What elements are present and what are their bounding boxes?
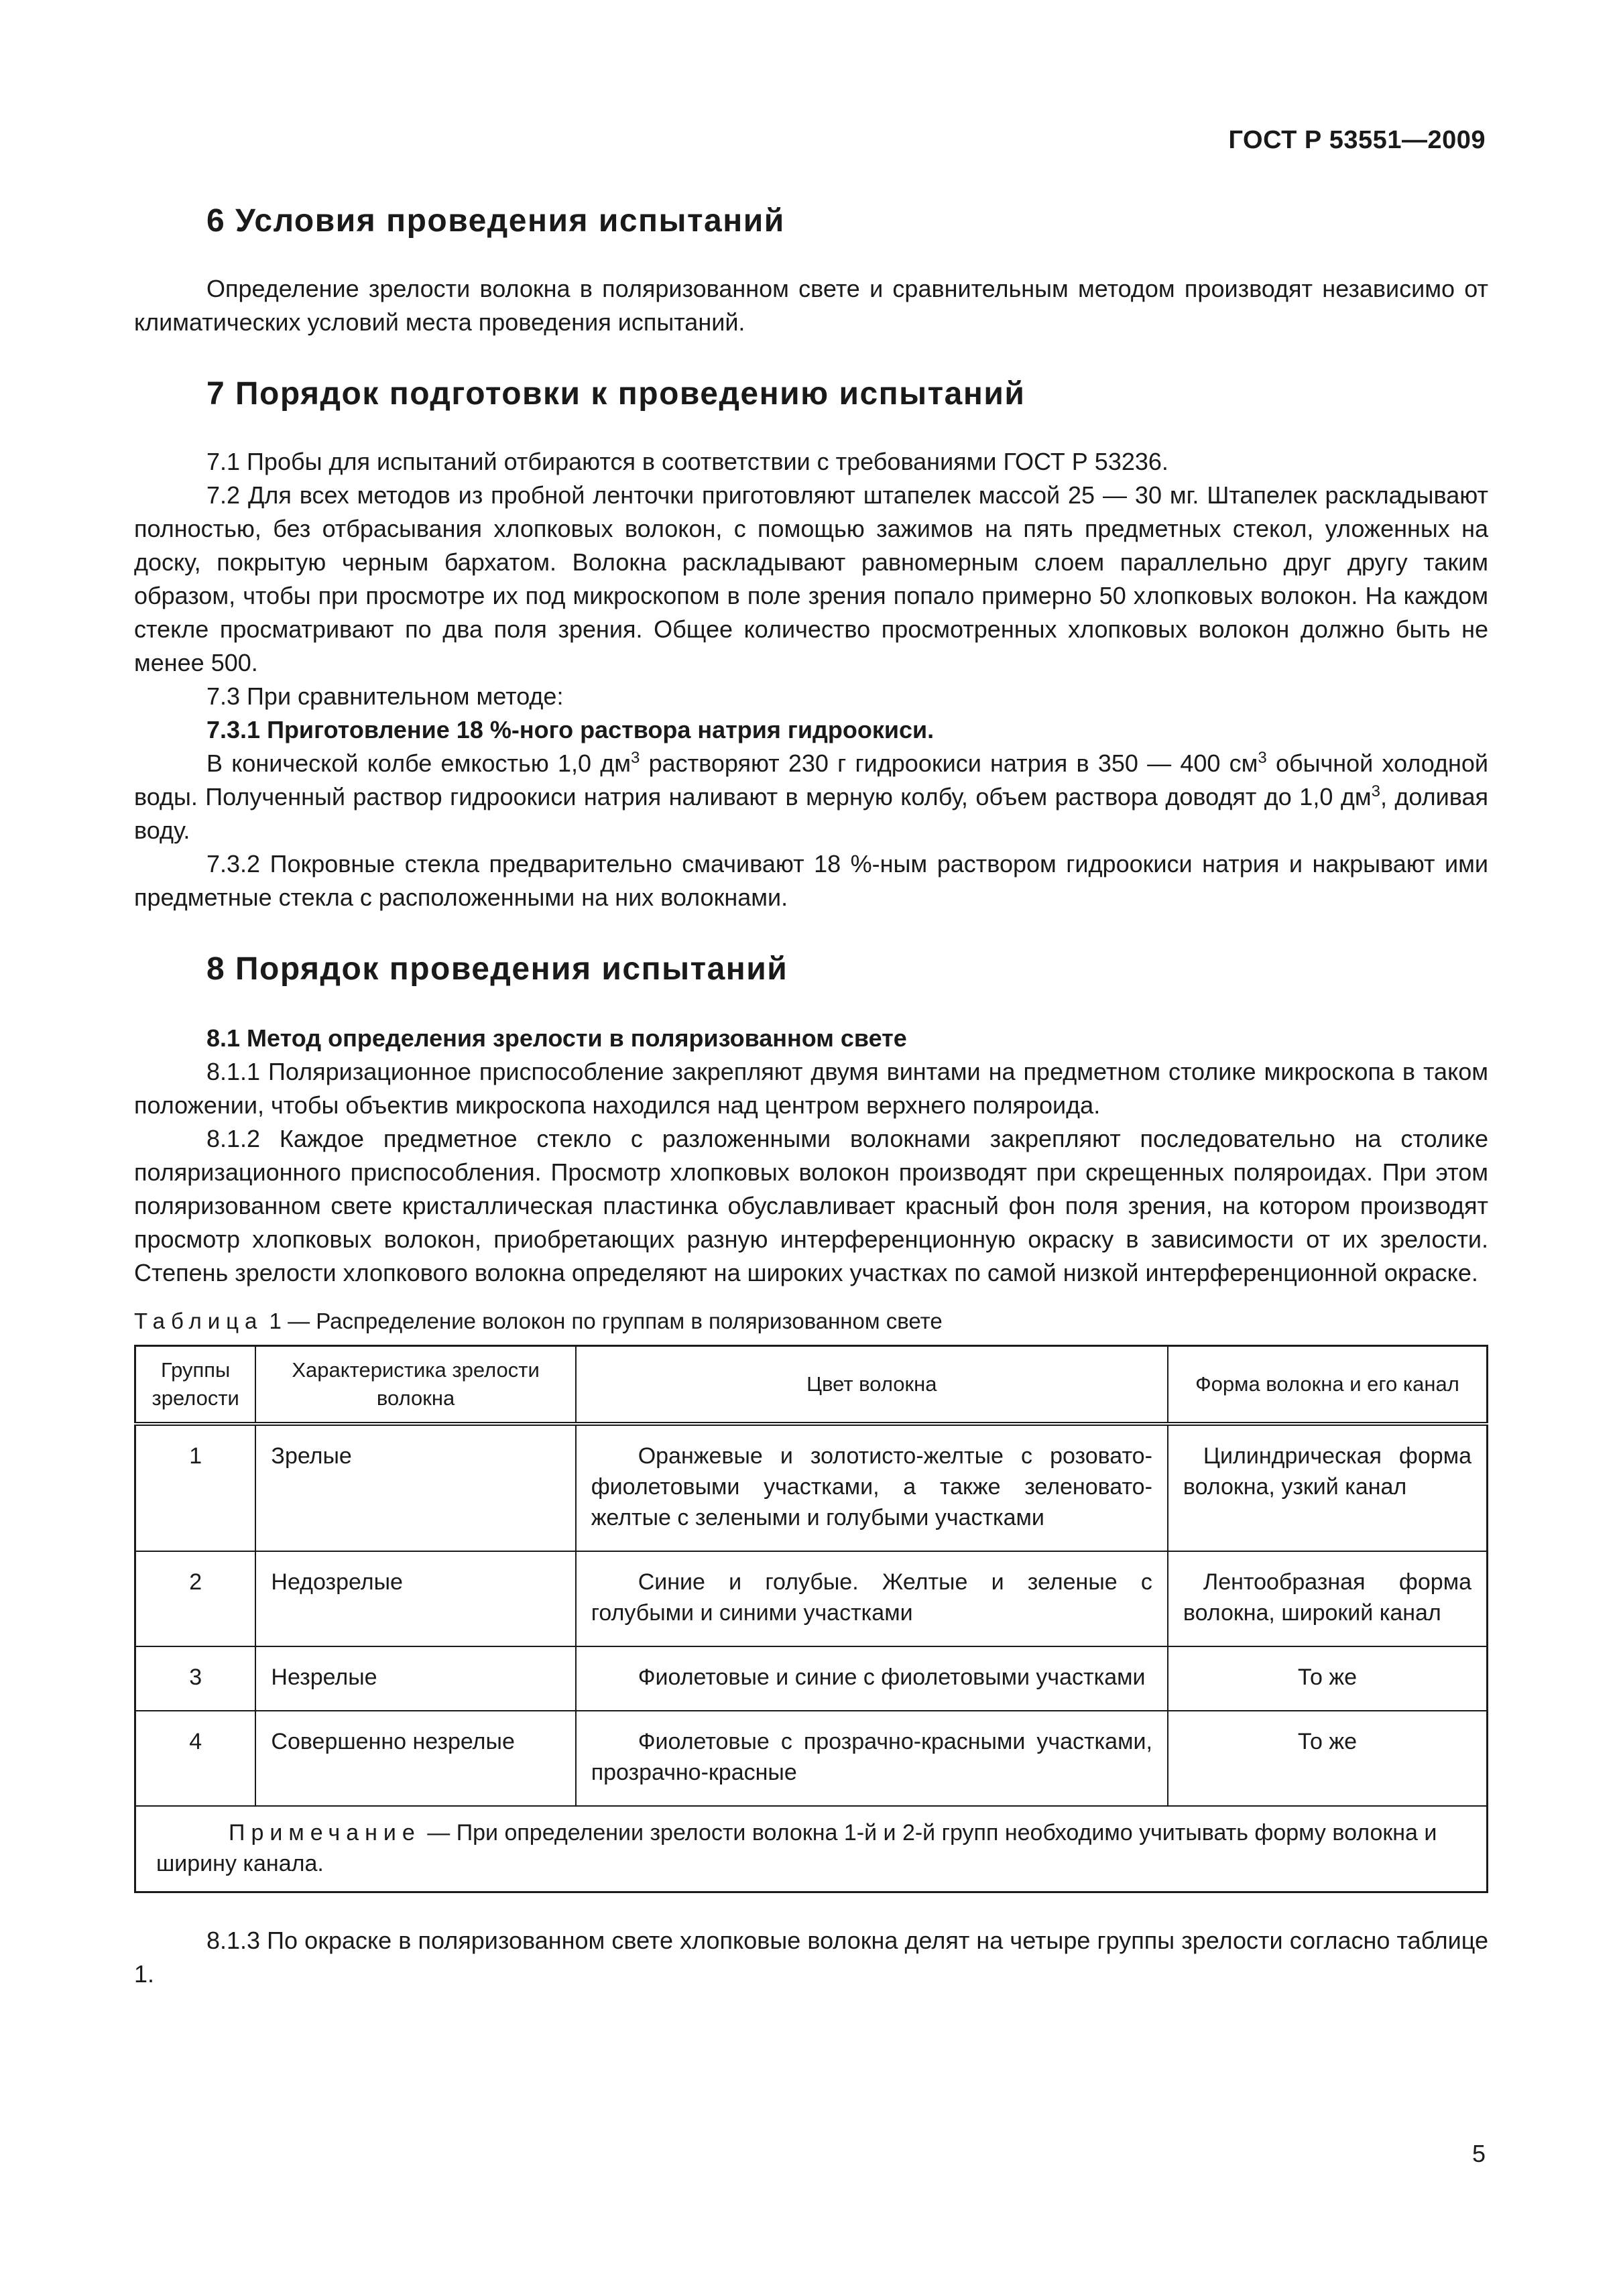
maturity-cell: Зрелые xyxy=(255,1424,575,1551)
superscript-3: 3 xyxy=(631,749,640,767)
paragraph-8-1-1: 8.1.1 Поляризационное приспособление закрепляют двумя винтами на предметном столике микроскопа в таком положении, чтобы объектив микроскопа находился над центром верхнего поляроида. xyxy=(134,1058,1488,1119)
paragraph-7-3-1: 7.3.1 Приготовление 18 %-ного раствора натрия гидроокиси. xyxy=(206,716,935,743)
page-content xyxy=(134,201,1488,1991)
table-row xyxy=(135,1711,1488,1806)
section-6-title: 6 Условия проведения испытаний xyxy=(206,203,785,239)
section-6-paragraph: Определение зрелости волокна в поляризованном свете и сравнительным методом производят независимо от климатических условий места проведения испытаний. xyxy=(134,275,1488,336)
form-cell: Цилиндрическая форма волокна, узкий канал xyxy=(1168,1424,1488,1551)
paragraph-7-1: 7.1 Пробы для испытаний отбираются в соответствии с требованиями ГОСТ Р 53236. xyxy=(206,448,1168,475)
paragraph-8-1-3: 8.1.3 По окраске в поляризованном свете хлопковые волокна делят на четыре группы зрелости согласно таблице 1. xyxy=(134,1927,1488,1988)
paragraph-7-2: 7.2 Для всех методов из пробной ленточки приготовляют штапелек массой 25 — 30 мг. Штапелек раскладывают полностью, без отбрасывания хлопковых волокон, с помощью зажимов на пять предметных стекол, уложенных на доску, покрытую черным бархатом. Волокна раскладывают равномерным слоем параллельно друг другу таким образом, чтобы при просмотре их под микроскопом в поле зрения попало примерно 50 хлопковых волокон. На каждом стекле просматривают по два поля зрения. Общее количество просмотренных хлопковых волокон должно быть не менее 500. xyxy=(134,481,1488,676)
table-row xyxy=(135,1551,1488,1646)
group-cell: 1 xyxy=(135,1424,256,1551)
paragraph-7-3-2: 7.3.2 Покровные стекла предварительно смачивают 18 %-ным раствором гидроокиси натрия и накрывают ими предметные стекла с расположенными на них волокнами. xyxy=(134,850,1488,911)
table-caption xyxy=(134,1305,1488,1338)
table-caption-text: 1 — Распределение волокон по группам в поляризованном свете xyxy=(263,1309,943,1333)
paragraph-7-3: 7.3 При сравнительном методе: xyxy=(206,682,564,710)
table-row xyxy=(135,1646,1488,1711)
table-header-row xyxy=(135,1346,1488,1425)
header-cell: Цвет волокна xyxy=(576,1346,1168,1425)
subsection-8-1-title: 8.1 Метод определения зрелости в поляризованном свете xyxy=(206,1024,907,1052)
form-cell: То же xyxy=(1168,1646,1488,1711)
form-cell: То же xyxy=(1168,1711,1488,1806)
header-cell: Группы зрелости xyxy=(135,1346,256,1425)
maturity-cell: Незрелые xyxy=(255,1646,575,1711)
section-8-title: 8 Порядок проведения испытаний xyxy=(206,951,788,987)
maturity-table xyxy=(134,1345,1488,1893)
table-row xyxy=(135,1424,1488,1551)
note-text: — При определении зрелости волокна 1-й и 2-й групп необходимо учитывать форму волокна и ширину канала. xyxy=(156,1820,1437,1876)
table-note xyxy=(135,1806,1488,1892)
header-cell: Форма волокна и его канал xyxy=(1168,1346,1488,1425)
section-7-title: 7 Порядок подготовки к проведению испытаний xyxy=(206,376,1026,412)
color-cell: Оранжевые и золотисто-желтые с розовато-фиолетовыми участками, а также зеленовато-желтые с зелеными и голубыми участками xyxy=(576,1424,1168,1551)
color-cell: Фиолетовые и синие с фиолетовыми участками xyxy=(576,1646,1168,1711)
maturity-cell: Совершенно незрелые xyxy=(255,1711,575,1806)
group-cell: 4 xyxy=(135,1711,256,1806)
group-cell: 2 xyxy=(135,1551,256,1646)
paragraph-solution: В конической колбе емкостью 1,0 $дм^3$ растворяют 230 г гидроокиси натрия в 350 — 400 $см^3$ обычной холодной воды. Полученный раствор гидроокиси натрия наливают в мерную колбу, объем раствора доводят до 1,0 $дм^3$, доливая воду. xyxy=(134,749,1489,844)
color-cell: Фиолетовые с прозрачно-красными участками, прозрачно-красные xyxy=(576,1711,1168,1806)
maturity-cell: Недозрелые xyxy=(255,1551,575,1646)
group-cell: 3 xyxy=(135,1646,256,1711)
color-cell: Синие и голубые. Желтые и зеленые с голубыми и синими участками xyxy=(576,1551,1168,1646)
superscript-3: 3 xyxy=(1258,749,1267,767)
table-caption-label: Таблица xyxy=(134,1309,263,1333)
header-cell: Характеристика зрелости волокна xyxy=(255,1346,575,1425)
table-note-row xyxy=(135,1806,1488,1892)
form-cell: Лентообразная форма волокна, широкий канал xyxy=(1168,1551,1488,1646)
document-code: ГОСТ Р 53551—2009 xyxy=(1228,126,1486,154)
superscript-3: 3 xyxy=(1371,782,1380,800)
page-number: 5 xyxy=(1471,2140,1486,2167)
note-label: Примечание xyxy=(229,1820,421,1846)
paragraph-8-1-2: 8.1.2 Каждое предметное стекло с разложенными волокнами закрепляют последовательно на столике поляризационного приспособления. Просмотр хлопковых волокон производят при скрещенных поляроидах. При этом поляризованном свете кристаллическая пластинка обуславливает красный фон поля зрения, на котором производят просмотр хлопковых волокон, приобретающих разную интерференционную окраску в зависимости от их зрелости. Степень зрелости хлопкового волокна определяют на широких участках по самой низкой интерференционной окраске. xyxy=(134,1125,1488,1286)
